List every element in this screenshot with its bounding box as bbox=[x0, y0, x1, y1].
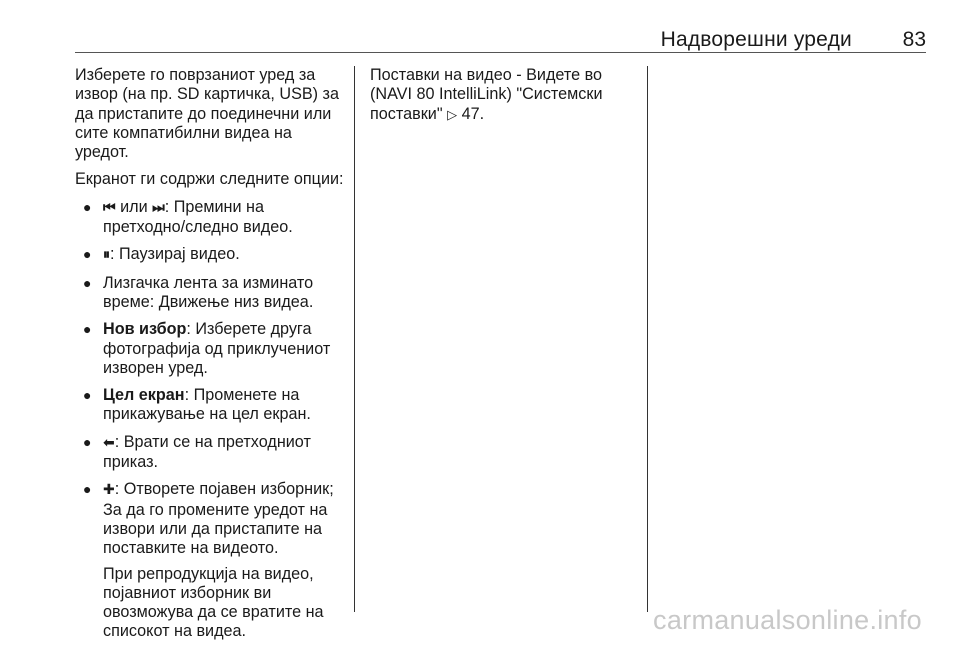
list-item-new-selection: ● Нов избор: Изберете друга фотографија од приклучениот изворен уред. bbox=[83, 320, 331, 377]
list-item-fullscreen: ● Цел екран: Променете на прикажување на цел екран. bbox=[83, 386, 311, 424]
pause-icon: ⏸ bbox=[103, 247, 110, 264]
bullet-icon: ● bbox=[83, 246, 92, 263]
bullet-icon: ● bbox=[83, 321, 92, 338]
bullet-icon: ● bbox=[83, 387, 92, 404]
page-reference-icon: ▷ bbox=[447, 107, 458, 123]
list-item-back: ● ⬅: Врати се на претходниот приказ. bbox=[83, 432, 311, 472]
skip-next-icon: ⏭ bbox=[152, 199, 165, 216]
list-item-pause: ● ⏸: Паузирај видео. bbox=[83, 245, 240, 264]
page-header bbox=[75, 26, 926, 53]
video-settings-paragraph: Поставки на видео - Видете во (NAVI 80 IntelliLink) "Системски поставки" ▷ 47. bbox=[370, 66, 603, 123]
page-number: 83 bbox=[902, 28, 926, 51]
plus-icon: ✚ bbox=[103, 482, 115, 499]
options-list bbox=[75, 198, 347, 642]
left-column bbox=[75, 66, 347, 650]
back-arrow-icon: ⬅ bbox=[103, 434, 115, 451]
bullet-icon: ● bbox=[83, 481, 92, 498]
column-divider-1 bbox=[354, 66, 355, 612]
right-column bbox=[370, 66, 640, 133]
list-item-slider: ● Лизгачка лента за изминато време: Движење низ видеа. bbox=[83, 273, 314, 311]
intro-paragraph: Изберете го поврзаниот уред за извор (на пр. SD картичка, USB) за да пристапите до поединечни или сите компатибилни видеа на уредот. bbox=[75, 66, 339, 162]
column-divider-2 bbox=[647, 66, 648, 612]
list-item-prev-next: ● ⏮ или ⏭: Премини на претходно/следно видео. bbox=[83, 197, 293, 237]
skip-previous-icon: ⏮ bbox=[103, 199, 116, 216]
popup-menu-note: При репродукција на видео, појавниот изборник ви овозможува да се вратите на списокот на видеа. bbox=[103, 564, 324, 641]
header-title: Надворешни уреди bbox=[660, 28, 852, 51]
page-reference: 47. bbox=[461, 104, 485, 123]
bullet-icon: ● bbox=[83, 198, 92, 215]
watermark: carmanualsonline.info bbox=[653, 605, 922, 635]
bullet-icon: ● bbox=[83, 274, 92, 291]
bullet-icon: ● bbox=[83, 433, 92, 450]
list-item-popup-menu: ● ✚: Отворете појавен изборник; За да го промените уредот на извори или да пристапите на поставките на видеото. При репродукција на видео, појавниот изборник ви овозможува да се вратите на списокот на видеа. bbox=[75, 480, 347, 641]
options-intro: Екранот ги содржи следните опции: bbox=[75, 170, 344, 189]
